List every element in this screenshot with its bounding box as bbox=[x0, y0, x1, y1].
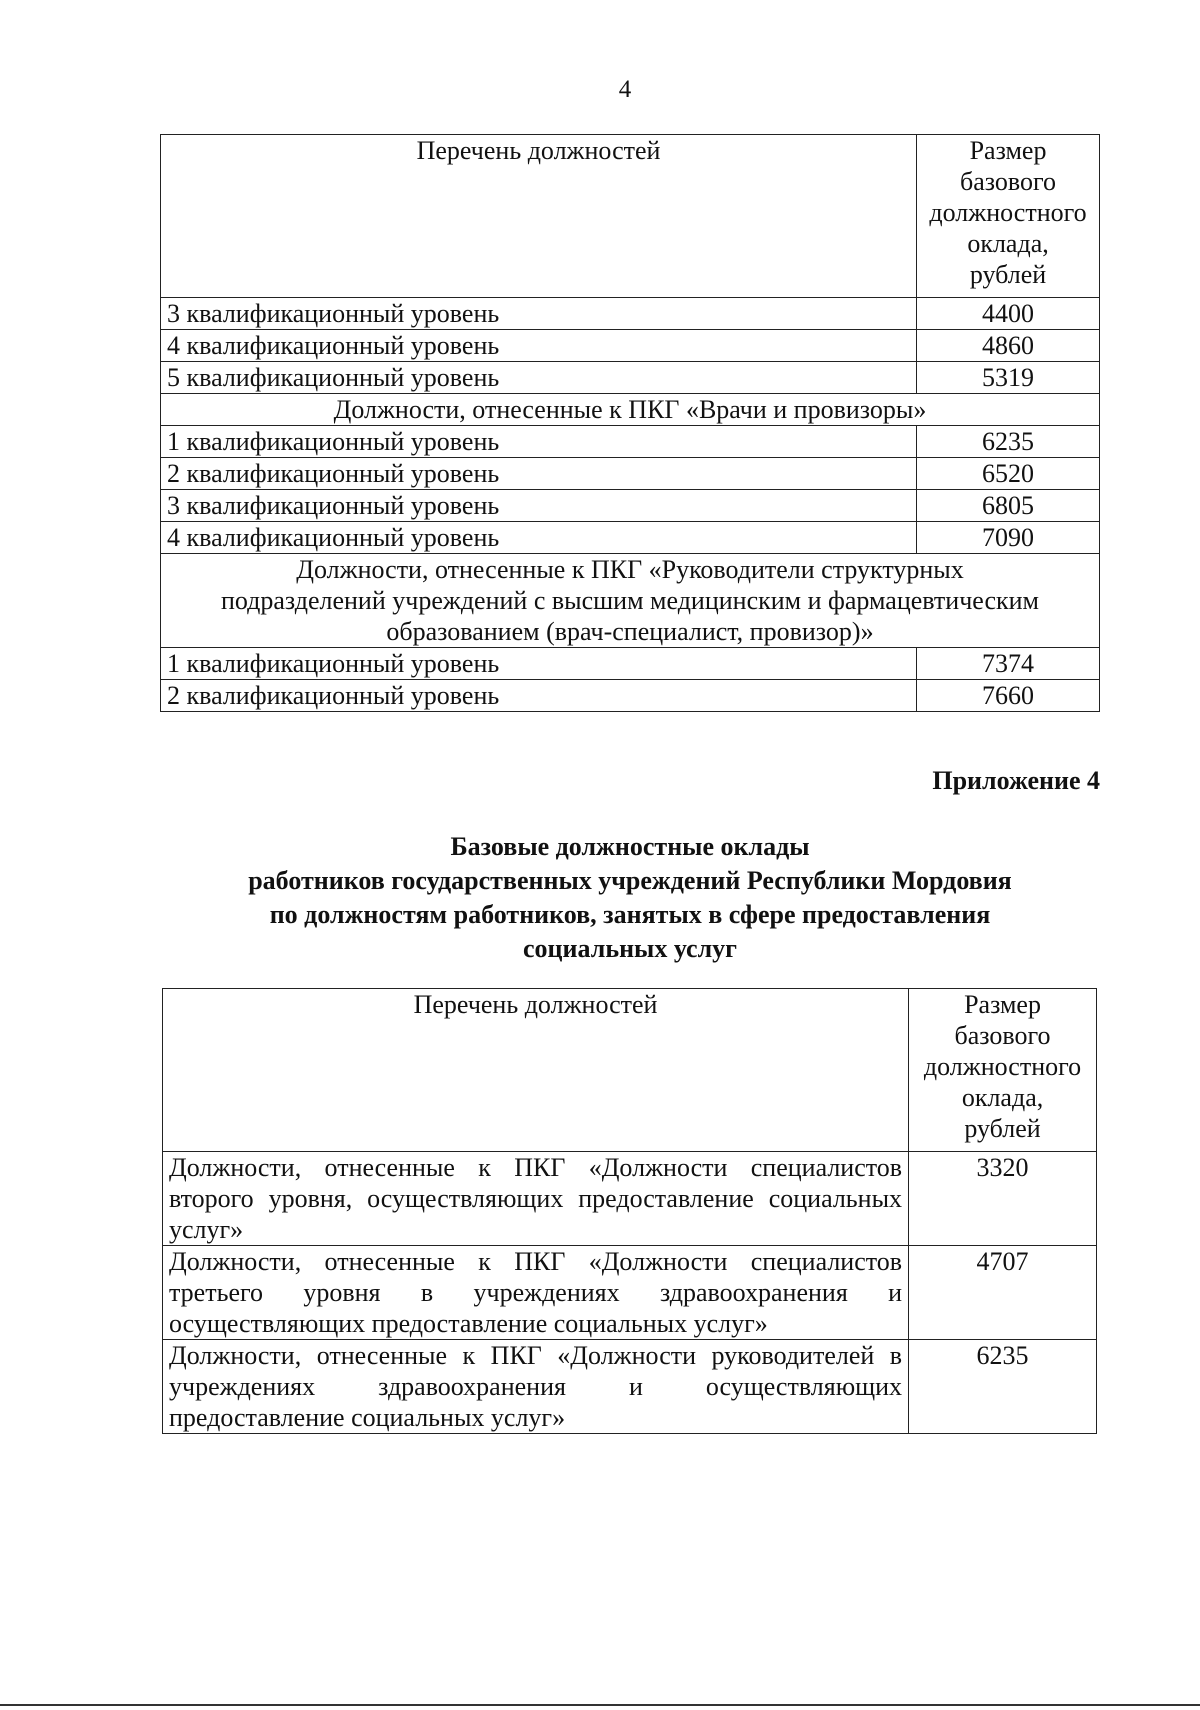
table-row bbox=[161, 680, 1100, 712]
salary-value: 7374 bbox=[917, 648, 1100, 680]
section-heading bbox=[161, 394, 1100, 426]
salary-value: 4707 bbox=[909, 1246, 1097, 1340]
header-salary-line: должностного bbox=[929, 198, 1087, 227]
salary-value: 7660 bbox=[917, 680, 1100, 712]
salary-table-social bbox=[162, 988, 1097, 1434]
qualification-level: 4 квалификационный уровень bbox=[161, 330, 917, 362]
table-row bbox=[161, 362, 1100, 394]
title-line: по должностям работников, занятых в сфере предоставления bbox=[269, 900, 991, 929]
table-header-row bbox=[163, 989, 1097, 1152]
qualification-level: 2 квалификационный уровень bbox=[161, 680, 917, 712]
position-group: Должности, отнесенные к ПКГ «Должности специалистов третьего уровня в учреждениях здравоохранения и осуществляющих предоставление социальных услуг» bbox=[163, 1246, 909, 1340]
table-row bbox=[161, 298, 1100, 330]
table-row bbox=[163, 1152, 1097, 1246]
salary-table-medical bbox=[160, 134, 1100, 712]
header-salary-line: Размер bbox=[964, 990, 1041, 1019]
section-heading bbox=[161, 554, 1100, 648]
section-heading-line: образованием (врач-специалист, провизор)» bbox=[386, 617, 874, 646]
salary-value: 5319 bbox=[917, 362, 1100, 394]
table-row bbox=[163, 1340, 1097, 1434]
header-salary-size bbox=[909, 989, 1097, 1152]
header-salary-line: рублей bbox=[969, 260, 1047, 289]
title-line: Базовые должностные оклады bbox=[450, 832, 810, 861]
section-heading-line: Должности, отнесенные к ПКГ «Врачи и провизоры» bbox=[333, 395, 927, 424]
position-group: Должности, отнесенные к ПКГ «Должности специалистов второго уровня, осуществляющих предоставление социальных услуг» bbox=[163, 1152, 909, 1246]
salary-value: 7090 bbox=[917, 522, 1100, 554]
qualification-level: 4 квалификационный уровень bbox=[161, 522, 917, 554]
header-positions-list: Перечень должностей bbox=[161, 135, 917, 298]
salary-value: 4860 bbox=[917, 330, 1100, 362]
table-row bbox=[161, 522, 1100, 554]
section-heading-line: подразделений учреждений с высшим медицинским и фармацевтическим bbox=[220, 586, 1040, 615]
section-row bbox=[161, 554, 1100, 648]
header-salary-line: оклада, bbox=[967, 229, 1049, 258]
header-positions-list: Перечень должностей bbox=[163, 989, 909, 1152]
header-salary-line: рублей bbox=[964, 1114, 1041, 1143]
header-salary-line: оклада, bbox=[961, 1083, 1044, 1112]
table-row bbox=[161, 330, 1100, 362]
qualification-level: 1 квалификационный уровень bbox=[161, 426, 917, 458]
scan-edge-line bbox=[0, 1704, 1200, 1706]
header-salary-line: базового bbox=[960, 167, 1057, 196]
position-group: Должности, отнесенные к ПКГ «Должности руководителей в учреждениях здравоохранения и осуществляющих предоставление социальных услуг» bbox=[163, 1340, 909, 1434]
title-line: работников государственных учреждений Республики Мордовия bbox=[248, 866, 1012, 895]
salary-value: 4400 bbox=[917, 298, 1100, 330]
table-row bbox=[163, 1246, 1097, 1340]
table-header-row bbox=[161, 135, 1100, 298]
header-salary-size bbox=[917, 135, 1100, 298]
section-heading-line: Должности, отнесенные к ПКГ «Руководители структурных bbox=[296, 555, 964, 584]
salary-value: 6235 bbox=[917, 426, 1100, 458]
header-salary-line: базового bbox=[954, 1021, 1051, 1050]
document-title bbox=[200, 830, 1060, 966]
page-number: 4 bbox=[618, 76, 632, 103]
section-row bbox=[161, 394, 1100, 426]
header-salary-line: должностного bbox=[923, 1052, 1082, 1081]
qualification-level: 3 квалификационный уровень bbox=[161, 490, 917, 522]
header-salary-line: Размер bbox=[969, 136, 1047, 165]
appendix-label: Приложение 4 bbox=[932, 766, 1100, 795]
table-row bbox=[161, 426, 1100, 458]
qualification-level: 2 квалификационный уровень bbox=[161, 458, 917, 490]
salary-value: 6805 bbox=[917, 490, 1100, 522]
qualification-level: 1 квалификационный уровень bbox=[161, 648, 917, 680]
qualification-level: 3 квалификационный уровень bbox=[161, 298, 917, 330]
table-row bbox=[161, 458, 1100, 490]
salary-value: 6235 bbox=[909, 1340, 1097, 1434]
table-row bbox=[161, 648, 1100, 680]
salary-value: 3320 bbox=[909, 1152, 1097, 1246]
table-row bbox=[161, 490, 1100, 522]
title-line: социальных услуг bbox=[523, 934, 737, 963]
salary-value: 6520 bbox=[917, 458, 1100, 490]
qualification-level: 5 квалификационный уровень bbox=[161, 362, 917, 394]
